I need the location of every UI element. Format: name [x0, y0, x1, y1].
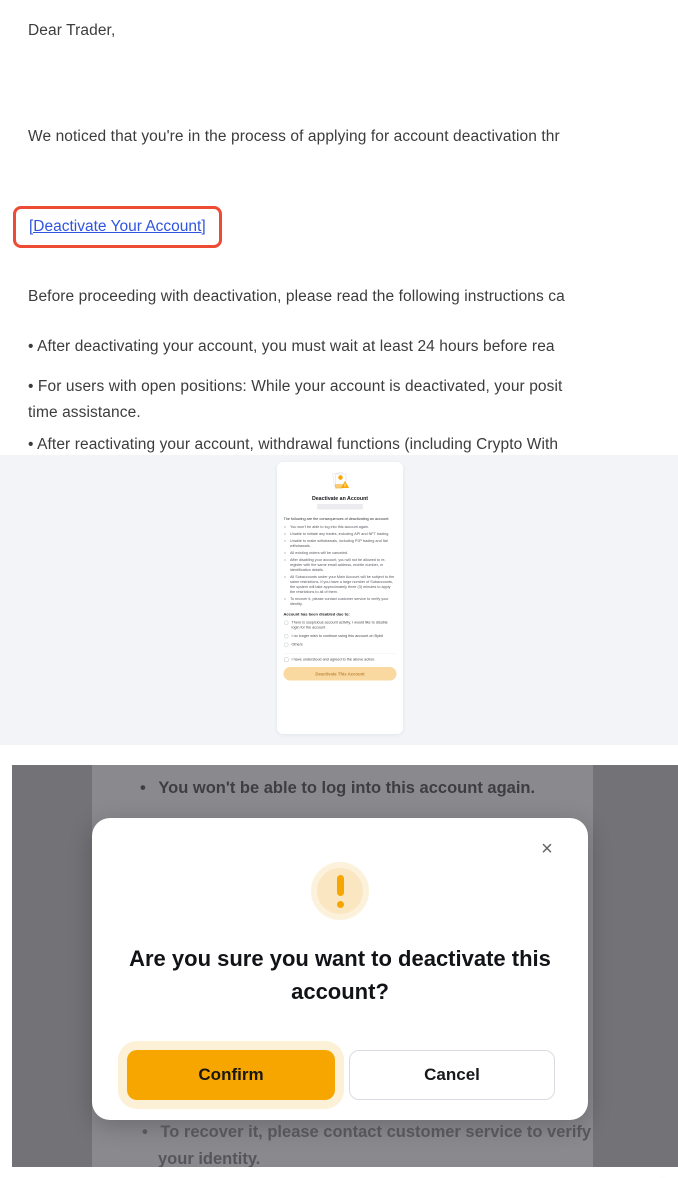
confirm-deactivate-dialog: [92, 818, 588, 1120]
disabled-reason-header: Account has been disabled due to:: [283, 612, 350, 617]
deactivate-link-highlight-box: [13, 206, 222, 248]
redacted-account-id: [317, 504, 363, 510]
radio-button-icon: [284, 621, 289, 626]
email-bullet-1: • After deactivating your account, you must wait at least 24 hours before rea: [28, 338, 555, 355]
email-intro-line: We noticed that you're in the process of applying for account deactivation thr: [28, 128, 560, 145]
list-item: • All existing orders will be canceled.: [290, 551, 397, 556]
email-instruction-line: Before proceeding with deactivation, please read the following instructions ca: [28, 288, 565, 305]
list-item: • Unable to initiate any trades, including API and NFT trading.: [290, 532, 397, 537]
email-bullet-2: • For users with open positions: While your account is deactivated, your posit: [28, 378, 563, 395]
checkbox-icon: [284, 658, 289, 663]
deactivate-account-link[interactable]: [Deactivate Your Account]: [29, 218, 206, 235]
email-section: [0, 0, 678, 455]
list-item: • All Subaccounts under your Main Account will be subject to the same restrictions. If you have a large number of Subaccounts, the system will take approximately three (3) minutes to apply the restrictions to all of them.: [290, 575, 397, 595]
close-icon[interactable]: ×: [541, 838, 553, 860]
divider: [284, 653, 397, 654]
agreement-row: [284, 657, 397, 662]
reason-option: [284, 634, 397, 639]
background-footer-line-1: • To recover it, please contact customer service to verify: [142, 1123, 592, 1141]
mini-card-title: Deactivate an Account: [311, 495, 369, 502]
bullet-icon: •: [140, 779, 146, 797]
mini-card-intro: The following are the consequences of deactivating an account:: [283, 516, 390, 521]
radio-button-icon: [284, 634, 289, 639]
dimmed-overlay-section: [12, 765, 678, 1167]
reason-label: There is suspicious account activity, I would like to disable login for the account: [291, 620, 388, 630]
background-bullet-line: • You won't be able to log into this account again.: [140, 779, 536, 797]
reason-option: [284, 620, 397, 630]
background-footer-line-2: your identity.: [158, 1150, 261, 1167]
list-item: • To recover it, please contact customer service to verify your identity.: [290, 597, 397, 607]
list-item: • Unable to make withdrawals, including P2P trading and fiat withdrawals.: [290, 539, 397, 549]
mini-deactivate-button: Deactivate This Account: [284, 667, 397, 681]
confirm-button[interactable]: Confirm: [127, 1050, 335, 1100]
mini-screenshot-band: [0, 455, 678, 745]
cancel-button[interactable]: Cancel: [349, 1050, 555, 1100]
list-item: • After disabling your account, you will not be allowed to re-register with the same email address, mobile number, or identification details.: [290, 558, 397, 573]
dialog-title: Are you sure you want to deactivate this account?: [129, 946, 551, 1004]
radio-button-icon: [284, 643, 289, 648]
agreement-label: I have understood and agreed to the above action.: [291, 657, 376, 662]
bullet-icon: •: [142, 1123, 148, 1141]
list-item: • You won't be able to log into this account again.: [290, 525, 397, 530]
reason-label: Others: [291, 642, 303, 647]
documents-warning-icon: [284, 471, 397, 492]
reason-label: I no longer wish to continue using this account on Bybit: [291, 633, 383, 638]
email-bullet-2-continuation: time assistance.: [28, 404, 141, 421]
reason-option: [284, 642, 397, 647]
email-bullet-3: • After reactivating your account, withdrawal functions (including Crypto With: [28, 436, 559, 453]
mini-consequences-list: [285, 525, 397, 607]
email-greeting: Dear Trader,: [28, 22, 116, 39]
mini-deactivate-card: [277, 462, 403, 734]
warning-exclamation-icon: [311, 862, 369, 920]
